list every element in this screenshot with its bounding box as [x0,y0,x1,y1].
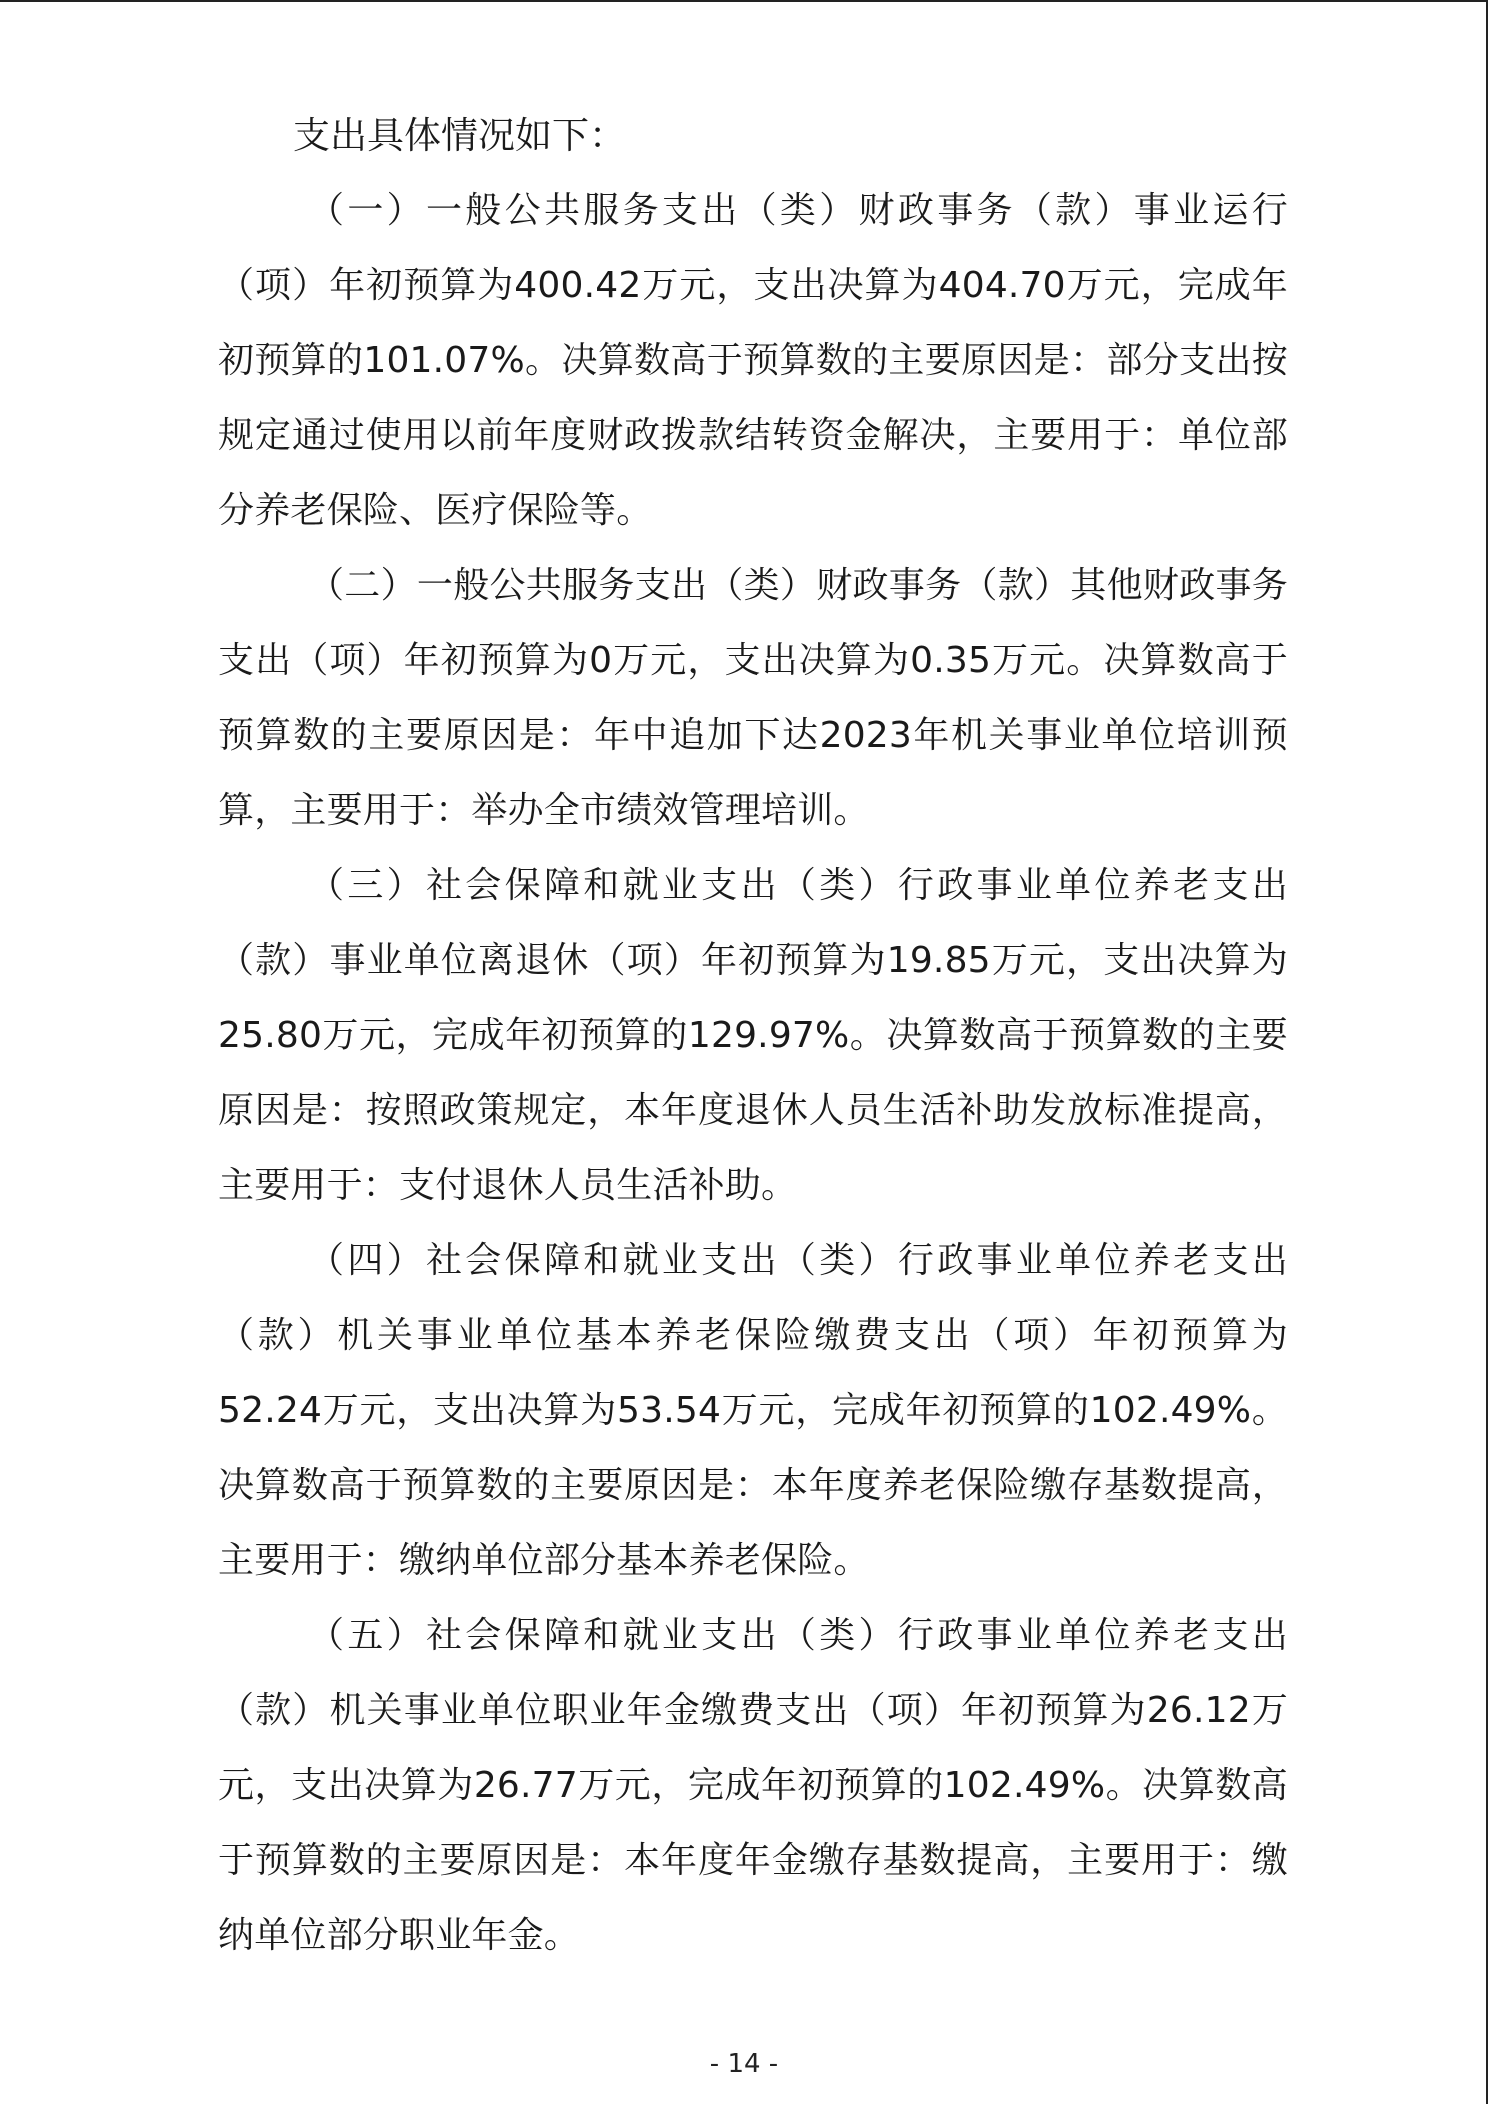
paragraph-3: （三）社会保障和就业支出（类）行政事业单位养老支出（款）事业单位离退休（项）年初预算为19.85万元，支出决算为25.80万元，完成年初预算的129.97%。决算数高于预算数的主要原因是：按照政策规定，本年度退休人员生活补助发放标准提高，主要用于：支付退休人员生活补助。 [218,865,1288,1206]
paragraph-5: （五）社会保障和就业支出（类）行政事业单位养老支出（款）机关事业单位职业年金缴费支出（项）年初预算为26.12万元，支出决算为26.77万元，完成年初预算的102.49%。决算数高于预算数的主要原因是：本年度年金缴存基数提高，主要用于：缴纳单位部分职业年金。 [218,1615,1288,1956]
paragraph-2: （二）一般公共服务支出（类）财政事务（款）其他财政事务支出（项）年初预算为0万元，支出决算为0.35万元。决算数高于预算数的主要原因是：年中追加下达2023年机关事业单位培训预算，主要用于：举办全市绩效管理培训。 [218,565,1288,831]
document-page [218,98,1288,1973]
paragraph-4: （四）社会保障和就业支出（类）行政事业单位养老支出（款）机关事业单位基本养老保险缴费支出（项）年初预算为52.24万元，支出决算为53.54万元，完成年初预算的102.49%。决算数高于预算数的主要原因是：本年度养老保险缴存基数提高，主要用于：缴纳单位部分基本养老保险。 [218,1240,1288,1581]
paragraph-1: （一）一般公共服务支出（类）财政事务（款）事业运行（项）年初预算为400.42万元，支出决算为404.70万元，完成年初预算的101.07%。决算数高于预算数的主要原因是：部分支出按规定通过使用以前年度财政拨款结转资金解决，主要用于：单位部分养老保险、医疗保险等。 [218,190,1288,531]
page-number: - 14 - [709,2049,779,2079]
intro-text: 支出具体情况如下： [293,114,626,157]
page-border-top [0,0,1488,2]
